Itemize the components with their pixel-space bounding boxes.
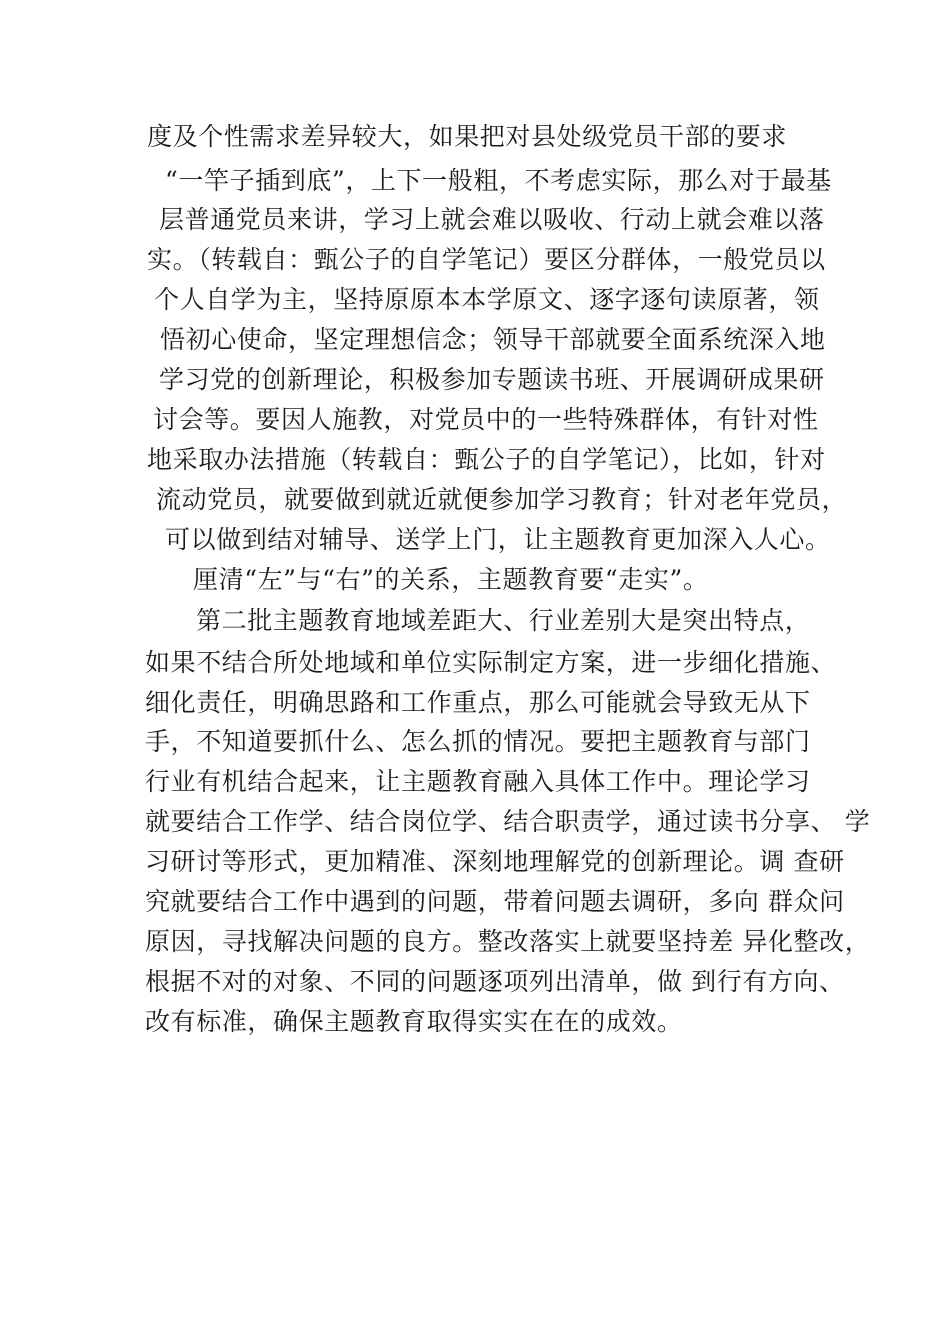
text-line: 可以做到结对辅导、送学上门，让主题教育更加深入人心。: [165, 525, 831, 554]
text-line: 个人自学为主，坚持原原本本学原文、逐字逐句读原著，领: [154, 285, 820, 314]
text-line: 如果不结合所处地域和单位实际制定方案，进一步细化措施、: [145, 648, 837, 677]
text-line: “一竿子插到底”，上下一般粗，不考虑实际，那么对于最基: [165, 166, 832, 195]
text-line: 究就要结合工作中遇到的问题，带着问题去调研，多向 群众问: [145, 887, 845, 916]
text-line: 行业有机结合起来，让主题教育融入具体工作中。理论学习: [145, 767, 811, 796]
text-line: 地采取办法措施（转载自：甄公子的自学笔记），比如，针对: [147, 445, 826, 474]
text-line: 手，不知道要抓什么、怎么抓的情况。要把主题教育与部门: [145, 727, 811, 756]
section-heading: 厘清“左”与“右”的关系，主题教育要“走实”。: [193, 565, 709, 594]
text-line: 原因，寻找解决问题的良方。整改落实上就要坚持差 异化整改，: [145, 927, 871, 956]
paragraph-start-line: 第二批主题教育地域差距大、行业差别大是突出特点，: [196, 606, 811, 635]
text-line: 改有标准，确保主题教育取得实实在在的成效。: [145, 1007, 683, 1036]
text-line: 细化责任，明确思路和工作重点，那么可能就会导致无从下: [145, 688, 811, 717]
text-line: 流动党员，就要做到就近就便参加学习教育；针对老年党员，: [156, 485, 848, 514]
text-line: 悟初心使命，坚定理想信念；领导干部就要全面系统深入地: [160, 325, 826, 354]
text-line: 就要结合工作学、结合岗位学、结合职责学，通过读书分享、 学: [145, 807, 871, 836]
text-line: 习研讨等形式，更加精准、深刻地理解党的创新理论。调 查研: [145, 847, 845, 876]
text-line: 根据不对的对象、不同的问题逐项列出清单，做 到行有方向、: [145, 967, 845, 996]
text-line: 度及个性需求差异较大，如果把对县处级党员干部的要求: [147, 122, 788, 151]
text-line: 层普通党员来讲，学习上就会难以吸收、行动上就会难以落: [159, 205, 825, 234]
text-line: 学习党的创新理论，积极参加专题读书班、开展调研成果研: [159, 365, 825, 394]
text-line: 讨会等。要因人施教，对党员中的一些特殊群体，有针对性: [153, 405, 819, 434]
text-line: 实。（转载自：甄公子的自学笔记）要区分群体，一般党员以: [147, 245, 826, 274]
